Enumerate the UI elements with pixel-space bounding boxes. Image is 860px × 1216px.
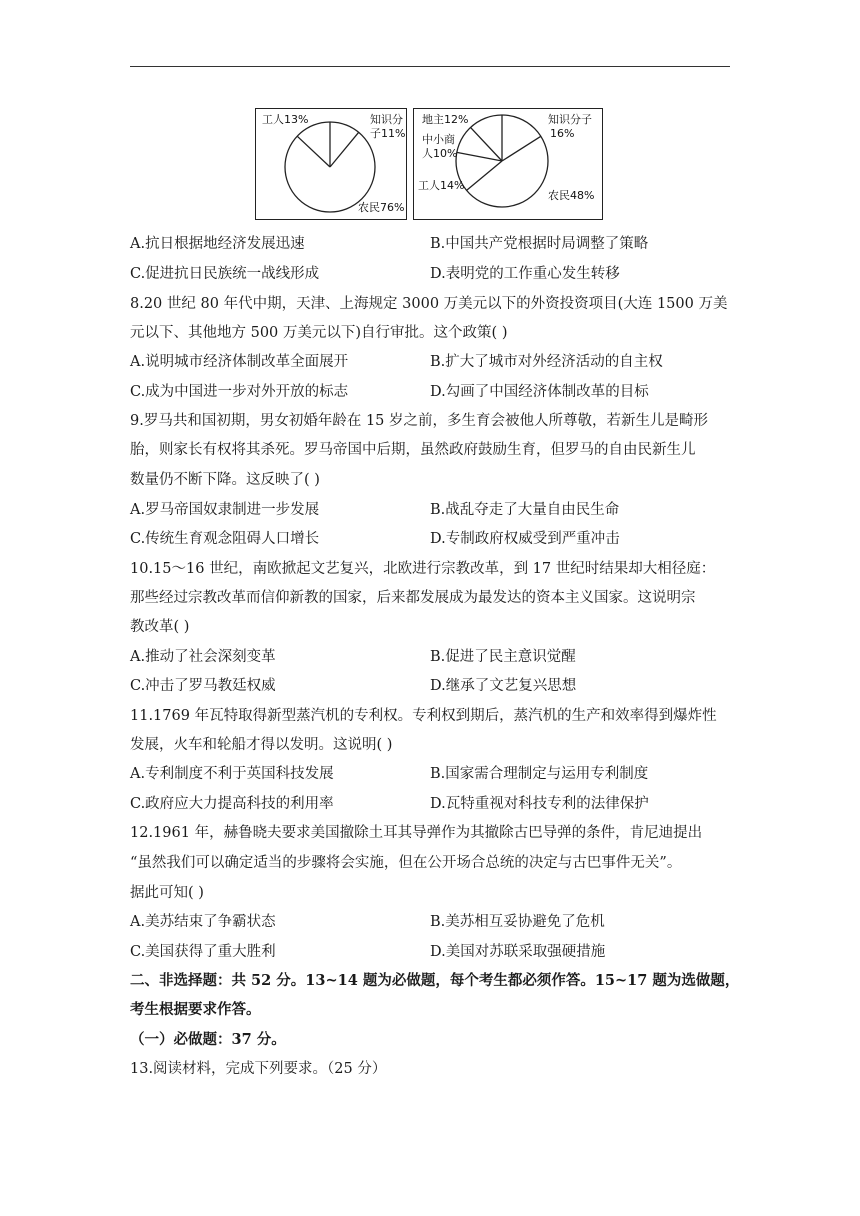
pie-chart-left-frame <box>255 108 407 220</box>
q11-option-a: A.专利制度不利于英国科技发展 <box>130 766 334 782</box>
label-merchants-line1: 中小商 <box>422 133 455 146</box>
q9-stem-line3: 数量仍不断下降。这反映了( ) <box>130 472 320 488</box>
q8-option-d: D.勾画了中国经济体制改革的目标 <box>430 384 649 400</box>
q10-option-d: D.继承了文艺复兴思想 <box>430 678 577 694</box>
q11-option-d: D.瓦特重视对科技专利的法律保护 <box>430 796 649 812</box>
q10-option-c: C.冲击了罗马教廷权威 <box>130 678 276 694</box>
q8-stem-line2: 元以下、其他地方 500 万美元以下)自行审批。这个政策( ) <box>130 325 508 341</box>
q8-option-b: B.扩大了城市对外经济活动的自主权 <box>430 354 663 370</box>
q13-stem: 13.阅读材料，完成下列要求。（25 分） <box>130 1061 387 1077</box>
q12-option-a: A.美苏结束了争霸状态 <box>130 914 276 930</box>
q8-option-c: C.成为中国进一步对外开放的标志 <box>130 384 349 400</box>
label-intellectuals-line1: 知识分 <box>370 113 403 126</box>
q12-stem-line1: 12.1961 年，赫鲁晓夫要求美国撤除土耳其导弹作为其撤除古巴导弹的条件，肯尼迪提出 <box>130 825 703 841</box>
q9-option-c: C.传统生育观念阻碍人口增长 <box>130 531 320 547</box>
section2-subheading: （一）必做题：37 分。 <box>130 1031 286 1048</box>
q9-option-a: A.罗马帝国奴隶制进一步发展 <box>130 502 320 518</box>
pie-left-slice-boundary-1 <box>297 136 330 167</box>
q11-option-c: C.政府应大力提高科技的利用率 <box>130 796 334 812</box>
q7-option-a: A.抗日根据地经济发展迅速 <box>130 236 305 252</box>
section2-heading-line2: 考生根据要求作答。 <box>130 1001 261 1018</box>
label-intellectuals-line2: 16% <box>550 127 575 140</box>
q10-option-b: B.促进了民主意识觉醒 <box>430 649 576 665</box>
q10-option-a: A.推动了社会深刻变革 <box>130 649 276 665</box>
pie-right-slice-boundary-3 <box>502 136 541 161</box>
q9-option-b: B.战乱夺走了大量自由民生命 <box>430 502 620 518</box>
pie-chart-left <box>255 108 407 220</box>
q11-option-b: B.国家需合理制定与运用专利制度 <box>430 766 649 782</box>
label-intellectuals-line1: 知识分子 <box>548 113 592 126</box>
section2-heading-line1: 二、非选择题：共 52 分。13~14 题为必做题，每个考生都必须作答。15~17 题为选做题， <box>130 972 740 989</box>
label-peasants: 农民48% <box>548 189 595 202</box>
header-rule <box>130 66 730 67</box>
q7-option-c: C.促进抗日民族统一战线形成 <box>130 266 320 282</box>
q12-option-b: B.美苏相互妥协避免了危机 <box>430 914 605 930</box>
label-intellectuals-line2: 子11% <box>370 127 406 140</box>
q7-option-d: D.表明党的工作重心发生转移 <box>430 266 620 282</box>
pie-chart-right <box>413 108 603 220</box>
q10-stem-line3: 教改革( ) <box>130 619 190 635</box>
q12-stem-line3: 据此可知( ) <box>130 885 204 901</box>
pie-right-slice-boundary-4 <box>467 161 502 190</box>
pie-chart-right-frame <box>413 108 603 220</box>
label-workers: 工人13% <box>262 113 309 126</box>
label-landlords: 地主12% <box>422 113 469 126</box>
label-merchants-line2: 人10% <box>422 147 458 160</box>
pie-left-slice-boundary-3 <box>330 132 359 167</box>
q12-stem-line2: “虽然我们可以确定适当的步骤将会实施，但在公开场合总统的决定与古巴事件无关”。 <box>130 855 682 871</box>
q11-stem-line2: 发展，火车和轮船才得以发明。这说明( ) <box>130 737 393 753</box>
q12-option-d: D.美国对苏联采取强硬措施 <box>430 944 606 960</box>
q8-option-a: A.说明城市经济体制改革全面展开 <box>130 354 349 370</box>
q9-option-d: D.专制政府权威受到严重冲击 <box>430 531 620 547</box>
q9-stem-line2: 胎，则家长有权将其杀死。罗马帝国中后期，虽然政府鼓励生育，但罗马的自由民新生儿 <box>130 442 696 458</box>
label-peasants: 农民76% <box>358 201 405 214</box>
q10-stem-line1: 10.15～16 世纪，南欧掀起文艺复兴，北欧进行宗教改革，到 17 世纪时结果却大相径庭： <box>130 561 716 577</box>
q11-stem-line1: 11.1769 年瓦特取得新型蒸汽机的专利权。专利权到期后，蒸汽机的生产和效率得到爆炸性 <box>130 708 717 724</box>
q9-stem-line1: 9.罗马共和国初期，男女初婚年龄在 15 岁之前，多生育会被他人所尊敬，若新生儿是畸形 <box>130 413 708 429</box>
q12-option-c: C.美国获得了重大胜利 <box>130 944 276 960</box>
q10-stem-line2: 那些经过宗教改革而信仰新教的国家，后来都发展成为最发达的资本主义国家。这说明宗 <box>130 590 696 606</box>
q7-option-b: B.中国共产党根据时局调整了策略 <box>430 236 649 252</box>
q8-stem-line1: 8.20 世纪 80 年代中期，天津、上海规定 3000 万美元以下的外资投资项目(大连 1500 万美 <box>130 296 728 312</box>
label-workers: 工人14% <box>418 179 465 192</box>
